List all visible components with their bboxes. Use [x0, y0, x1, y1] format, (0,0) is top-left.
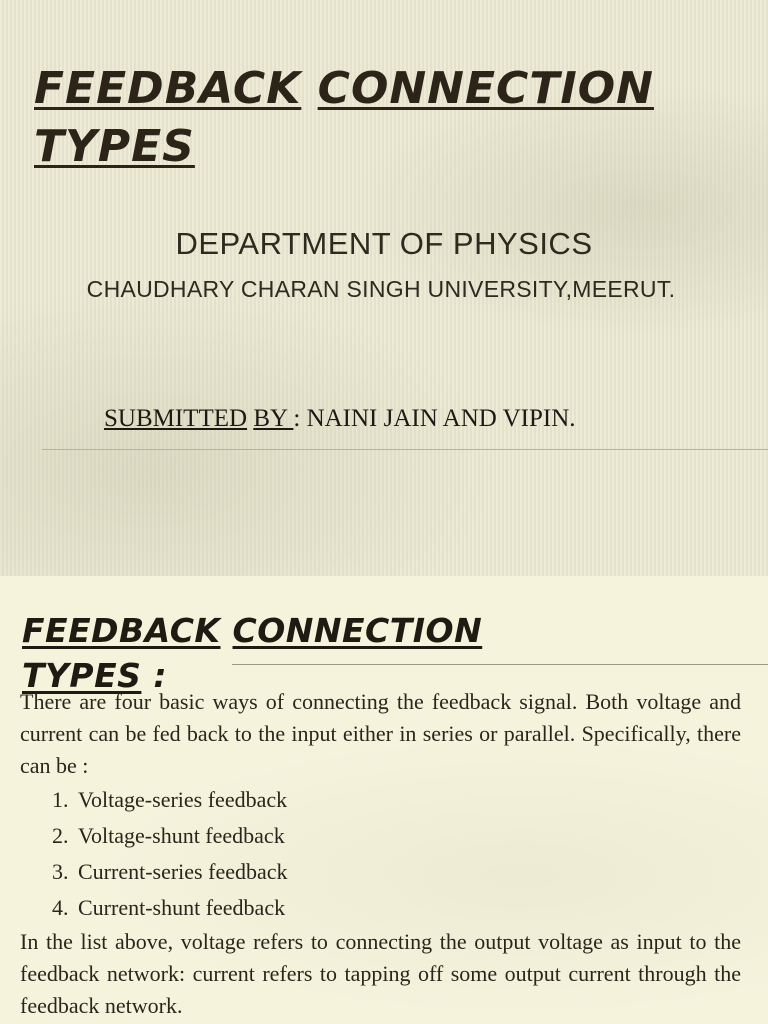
department-name: DEPARTMENT OF PHYSICS	[175, 226, 593, 261]
slide-title	[22, 608, 582, 698]
list-item: 3. Current-series feedback	[52, 859, 288, 884]
title-suffix: :	[141, 656, 168, 695]
intro-paragraph: There are four basic ways of connecting the feedback signal. Both voltage and current can be fed back to the input either in series or parallel. Specifically, there can be :	[20, 689, 741, 778]
by-label: BY	[253, 405, 294, 432]
title-word-connection: CONNECTION	[317, 63, 654, 114]
university-name: CHAUDHARY CHARAN SINGH UNIVERSITY,MEERUT.	[86, 276, 676, 302]
list-item: 4. Current-shunt feedback	[52, 895, 286, 920]
submitted-names: : NAINI JAIN AND VIPIN.	[293, 405, 576, 432]
submitted-by-line	[104, 405, 744, 433]
title-word-feedback: FEEDBACK	[22, 611, 221, 650]
title-word-types: TYPES	[34, 121, 195, 172]
content-slide	[0, 576, 768, 1024]
divider-line	[42, 449, 768, 450]
submitted-label: SUBMITTED	[104, 405, 248, 432]
slide-body	[20, 686, 741, 1022]
title-word-feedback: FEEDBACK	[34, 63, 302, 114]
slide-title	[34, 60, 734, 176]
feedback-types-list	[20, 782, 741, 926]
title-divider-line	[232, 664, 768, 665]
list-item: 2. Voltage-shunt feedback	[52, 823, 285, 848]
title-word-connection: CONNECTION	[232, 611, 483, 650]
list-item: 1. Voltage-series feedback	[52, 787, 288, 812]
outro-paragraph: In the list above, voltage refers to connecting the output voltage as input to the feedback network: current refers to tapping off some output current through the feedback network.	[20, 929, 741, 1018]
title-word-types: TYPES	[22, 656, 142, 695]
